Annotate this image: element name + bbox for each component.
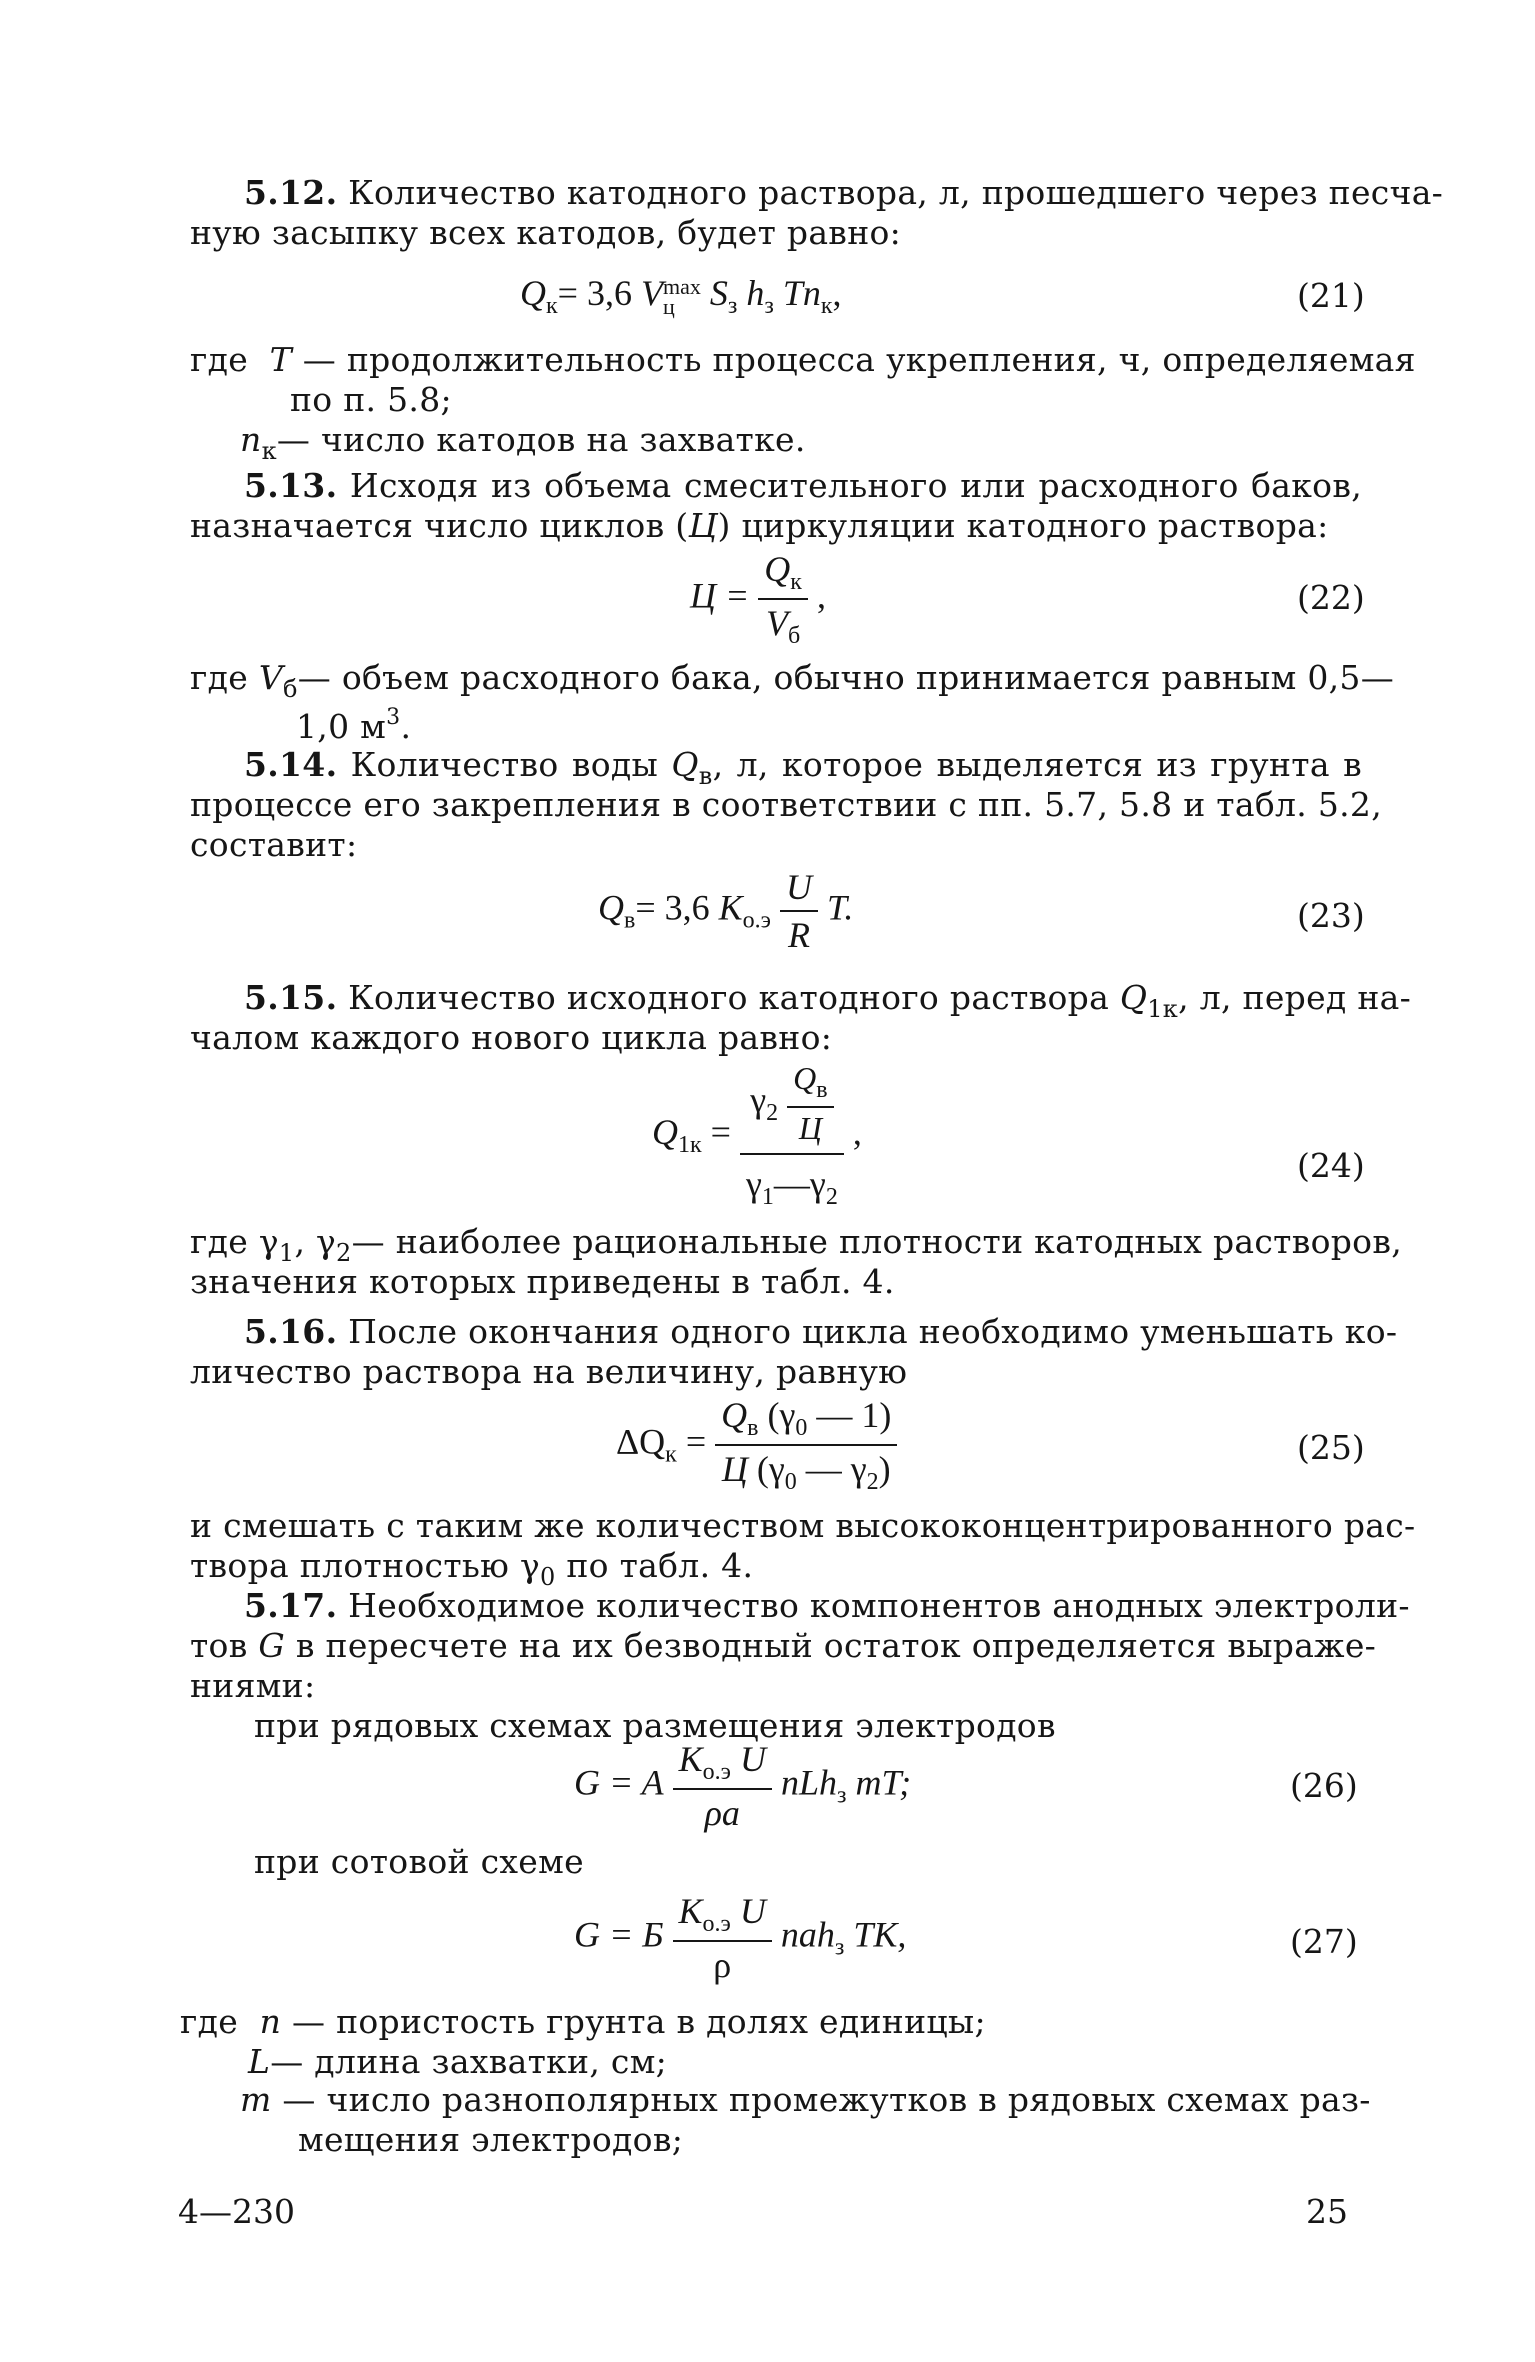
paragraph-5-17-line-2: тов G в пересчете на их безводный остаток определяется выраже-	[190, 1626, 1377, 1665]
equation-number-24: (24)	[1297, 1146, 1365, 1185]
equation-number-26: (26)	[1290, 1766, 1358, 1805]
text-honeycomb-scheme: при сотовой схеме	[254, 1842, 584, 1881]
after-25-line-1: и смешать с таким же количеством высококонцентрированного рас-	[190, 1506, 1416, 1545]
equation-23: $Q_в= 3,6$ $K_{о.э}$ $\frac{U}{R}$ T.	[598, 867, 854, 955]
paragraph-5-13-line-2: назначается число циклов (Ц) циркуляции катодного раствора:	[190, 506, 1329, 545]
after-25-line-2: твора плотностью $\gamma_0$ по табл. 4.	[190, 1546, 754, 1591]
clause-number: 5.12.	[244, 173, 338, 212]
paragraph-5-13-line-1: 5.13. Исходя из объема смесительного или расходного баков,	[244, 466, 1362, 505]
definition-m: m — число разнополярных промежутков в рядовых схемах раз-	[240, 2080, 1371, 2119]
paragraph-5-16-line-2: личество раствора на величину, равную	[190, 1352, 908, 1391]
paragraph-5-15-line-2: чалом каждого нового цикла равно:	[190, 1018, 833, 1057]
equation-24: $Q_{1к}$ = $\gamma_2$ $\frac{Q_в}{Ц}$ $\gamma_1—\gamma_2$ ,	[652, 1060, 862, 1210]
page-number: 25	[1306, 2192, 1348, 2231]
paragraph-5-14-line-1: 5.14. Количество воды $Q_в$, л, которое выделяется из грунта в	[244, 745, 1362, 790]
paragraph-5-17-line-3: ниями:	[190, 1666, 316, 1705]
where-24-line-1: где $\gamma_1$, $\gamma_2—$ наиболее рациональные плотности катодных растворов,	[190, 1222, 1402, 1267]
definition-l: L— длина захватки, см;	[248, 2042, 668, 2081]
equation-number-23: (23)	[1297, 896, 1365, 935]
equation-number-22: (22)	[1297, 578, 1365, 617]
signature-mark: 4—230	[178, 2192, 295, 2231]
paragraph-5-17-line-4: при рядовых схемах размещения электродов	[254, 1706, 1056, 1745]
paragraph-5-14-line-2: процессе его закрепления в соответствии с пп. 5.7, 5.8 и табл. 5.2,	[190, 785, 1383, 824]
where-22-line-2: 1,0 $м^3$.	[296, 705, 412, 746]
equation-25: $\Delta Q_к$ = $\frac{Q_в (\gamma_0 — 1)}{Ц (\gamma_0 — \gamma_2)}$	[616, 1394, 897, 1496]
where-24-line-2: значения которых приведены в табл. 4.	[190, 1262, 895, 1301]
paragraph-5-15-line-1: 5.15. Количество исходного катодного раствора $Q_{1к}$, л, перед на-	[244, 978, 1412, 1023]
paragraph-5-17-line-1: 5.17. Необходимое количество компонентов анодных электроли-	[244, 1586, 1410, 1625]
paragraph-5-12-line-2: ную засыпку всех катодов, будет равно:	[190, 213, 902, 252]
where-21-line-1: где T — продолжительность процесса укрепления, ч, определяемая	[190, 340, 1416, 379]
where-21-line-3: $n_к—$ число катодов на захватке.	[240, 420, 806, 465]
definition-n: где n — пористость грунта в долях единицы;	[180, 2002, 986, 2041]
paragraph-5-12-line-1: 5.12. Количество катодного раствора, л, прошедшего через песча-	[244, 173, 1444, 212]
definition-m-continued: мещения электродов;	[298, 2120, 684, 2159]
equation-number-25: (25)	[1297, 1428, 1365, 1467]
equation-26: G = A $\frac{K_{о.э} U}{\rho a}$ nLh$_з$ mT;	[574, 1739, 912, 1833]
equation-22: Ц = $\frac{Q_к}{V_б}$ ,	[690, 549, 826, 649]
where-22-line-1: где $V_б—$ объем расходного бака, обычно принимается равным 0,5—	[190, 658, 1395, 703]
equation-27: G = Б $\frac{K_{о.э} U}{\rho}$ nah$_з$ TK,	[574, 1891, 907, 1985]
equation-number-27: (27)	[1290, 1922, 1358, 1961]
equation-21: $Q_к= 3,6$ V max ц $S_з$ $h_з$ $Tn_к$,	[520, 273, 842, 319]
where-21-line-2: по п. 5.8;	[290, 380, 452, 419]
equation-number-21: (21)	[1297, 276, 1365, 315]
paragraph-5-14-line-3: составит:	[190, 825, 358, 864]
paragraph-5-16-line-1: 5.16. После окончания одного цикла необходимо уменьшать ко-	[244, 1312, 1398, 1351]
